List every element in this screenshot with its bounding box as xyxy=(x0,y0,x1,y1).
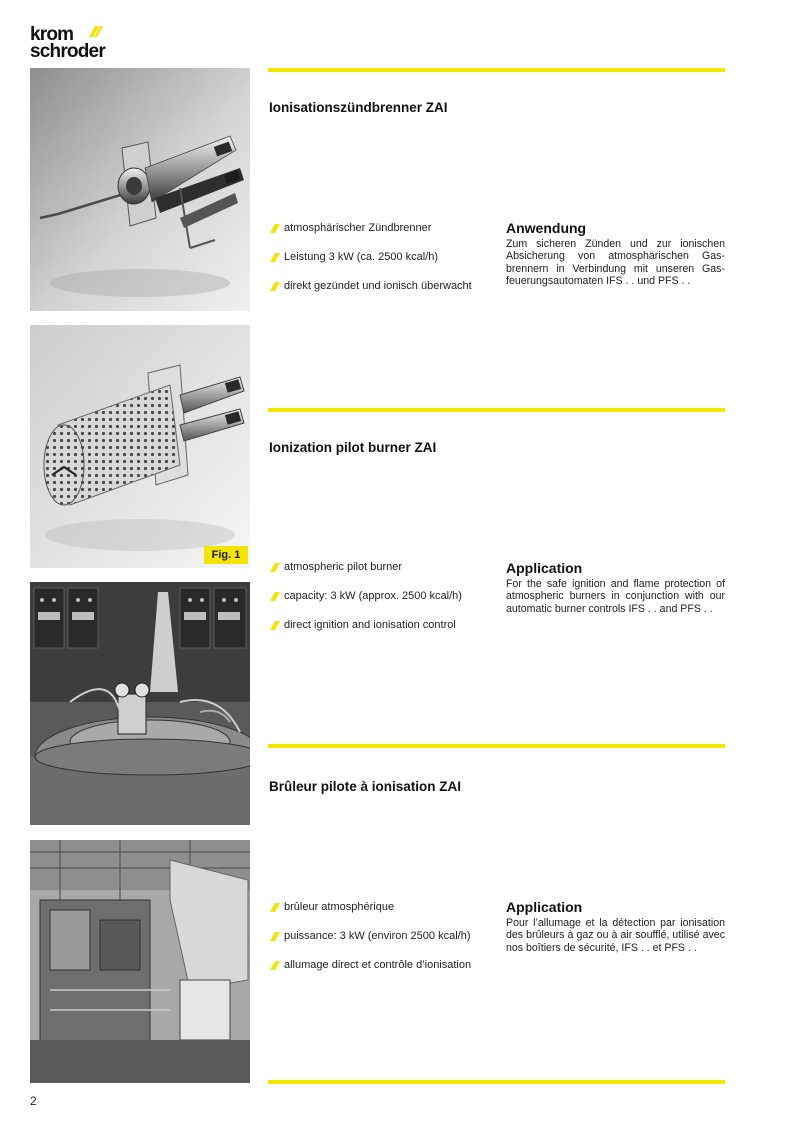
list-item: atmospheric pilot burner xyxy=(269,561,504,590)
application-block-en xyxy=(506,560,725,615)
logo-word-krom: krom xyxy=(30,24,74,45)
logo-word-schroder: schroder xyxy=(30,41,105,62)
yellow-slash-icon xyxy=(270,224,280,233)
yellow-slash-icon xyxy=(270,282,280,291)
photo-pilot-burner-shield xyxy=(30,325,250,568)
section-title-fr: Brûleur pilote à ionisation ZAI xyxy=(269,779,462,794)
application-heading: Anwendung xyxy=(506,220,587,236)
list-item: atmosphärischer Zündbrenner xyxy=(269,222,504,251)
application-block-fr xyxy=(506,899,725,954)
photo-pilot-burner xyxy=(30,68,250,311)
yellow-rule xyxy=(268,744,725,748)
section-title-en: Ionization pilot burner ZAI xyxy=(269,440,437,455)
krom-schroder-logo xyxy=(30,26,120,66)
yellow-slash-icon xyxy=(270,932,280,941)
application-heading: Application xyxy=(506,560,583,576)
yellow-rule xyxy=(268,68,725,72)
list-item: brûleur atmosphérique xyxy=(269,901,504,930)
page-number: 2 xyxy=(30,1094,37,1108)
photo-furnace-installation xyxy=(30,582,250,825)
list-item: direct ignition and ionisation control xyxy=(269,619,504,648)
application-text: Pour l’allumage et la détection par ionisation des brûleurs à gaz ou à air soufflé, utilisé avec nos boîtiers de sécurité, IFS . . et PFS . . xyxy=(506,917,725,954)
yellow-slash-icon xyxy=(270,903,280,912)
bullet-list-en xyxy=(269,561,504,648)
bullet-list-de xyxy=(269,222,504,309)
yellow-rule xyxy=(268,1080,725,1084)
yellow-slash-icon xyxy=(270,253,280,262)
list-item: Leistung 3 kW (ca. 2500 kcal/h) xyxy=(269,251,504,280)
yellow-slash-icon xyxy=(270,592,280,601)
list-item: puissance: 3 kW (environ 2500 kcal/h) xyxy=(269,930,504,959)
bullet-list-fr xyxy=(269,901,504,988)
photo-plant-hall xyxy=(30,840,250,1083)
yellow-slash-icon xyxy=(270,621,280,630)
list-item: capacity: 3 kW (approx. 2500 kcal/h) xyxy=(269,590,504,619)
logo-slash-icon xyxy=(89,26,103,44)
list-item: direkt gezündet und ionisch überwacht xyxy=(269,280,504,309)
application-text: For the safe ignition and flame protection of atmospheric burners in conjunction with our automatic burner controls IFS . . and PFS . . xyxy=(506,578,725,615)
section-title-de: Ionisationszündbrenner ZAI xyxy=(269,100,448,115)
application-heading: Application xyxy=(506,899,583,915)
list-item: allumage direct et contrôle d’ionisation xyxy=(269,959,504,988)
yellow-slash-icon xyxy=(270,961,280,970)
application-block-de xyxy=(506,220,725,288)
application-text: Zum sicheren Zünden und zur ionischen Absicherung von atmosphärischen Gasbrennern in Verbindung mit unseren Gasfeuerungsautomaten IFS . . und PFS . . xyxy=(506,238,725,288)
yellow-slash-icon xyxy=(270,563,280,572)
figure-label: Fig. 1 xyxy=(204,546,248,564)
yellow-rule xyxy=(268,408,725,412)
